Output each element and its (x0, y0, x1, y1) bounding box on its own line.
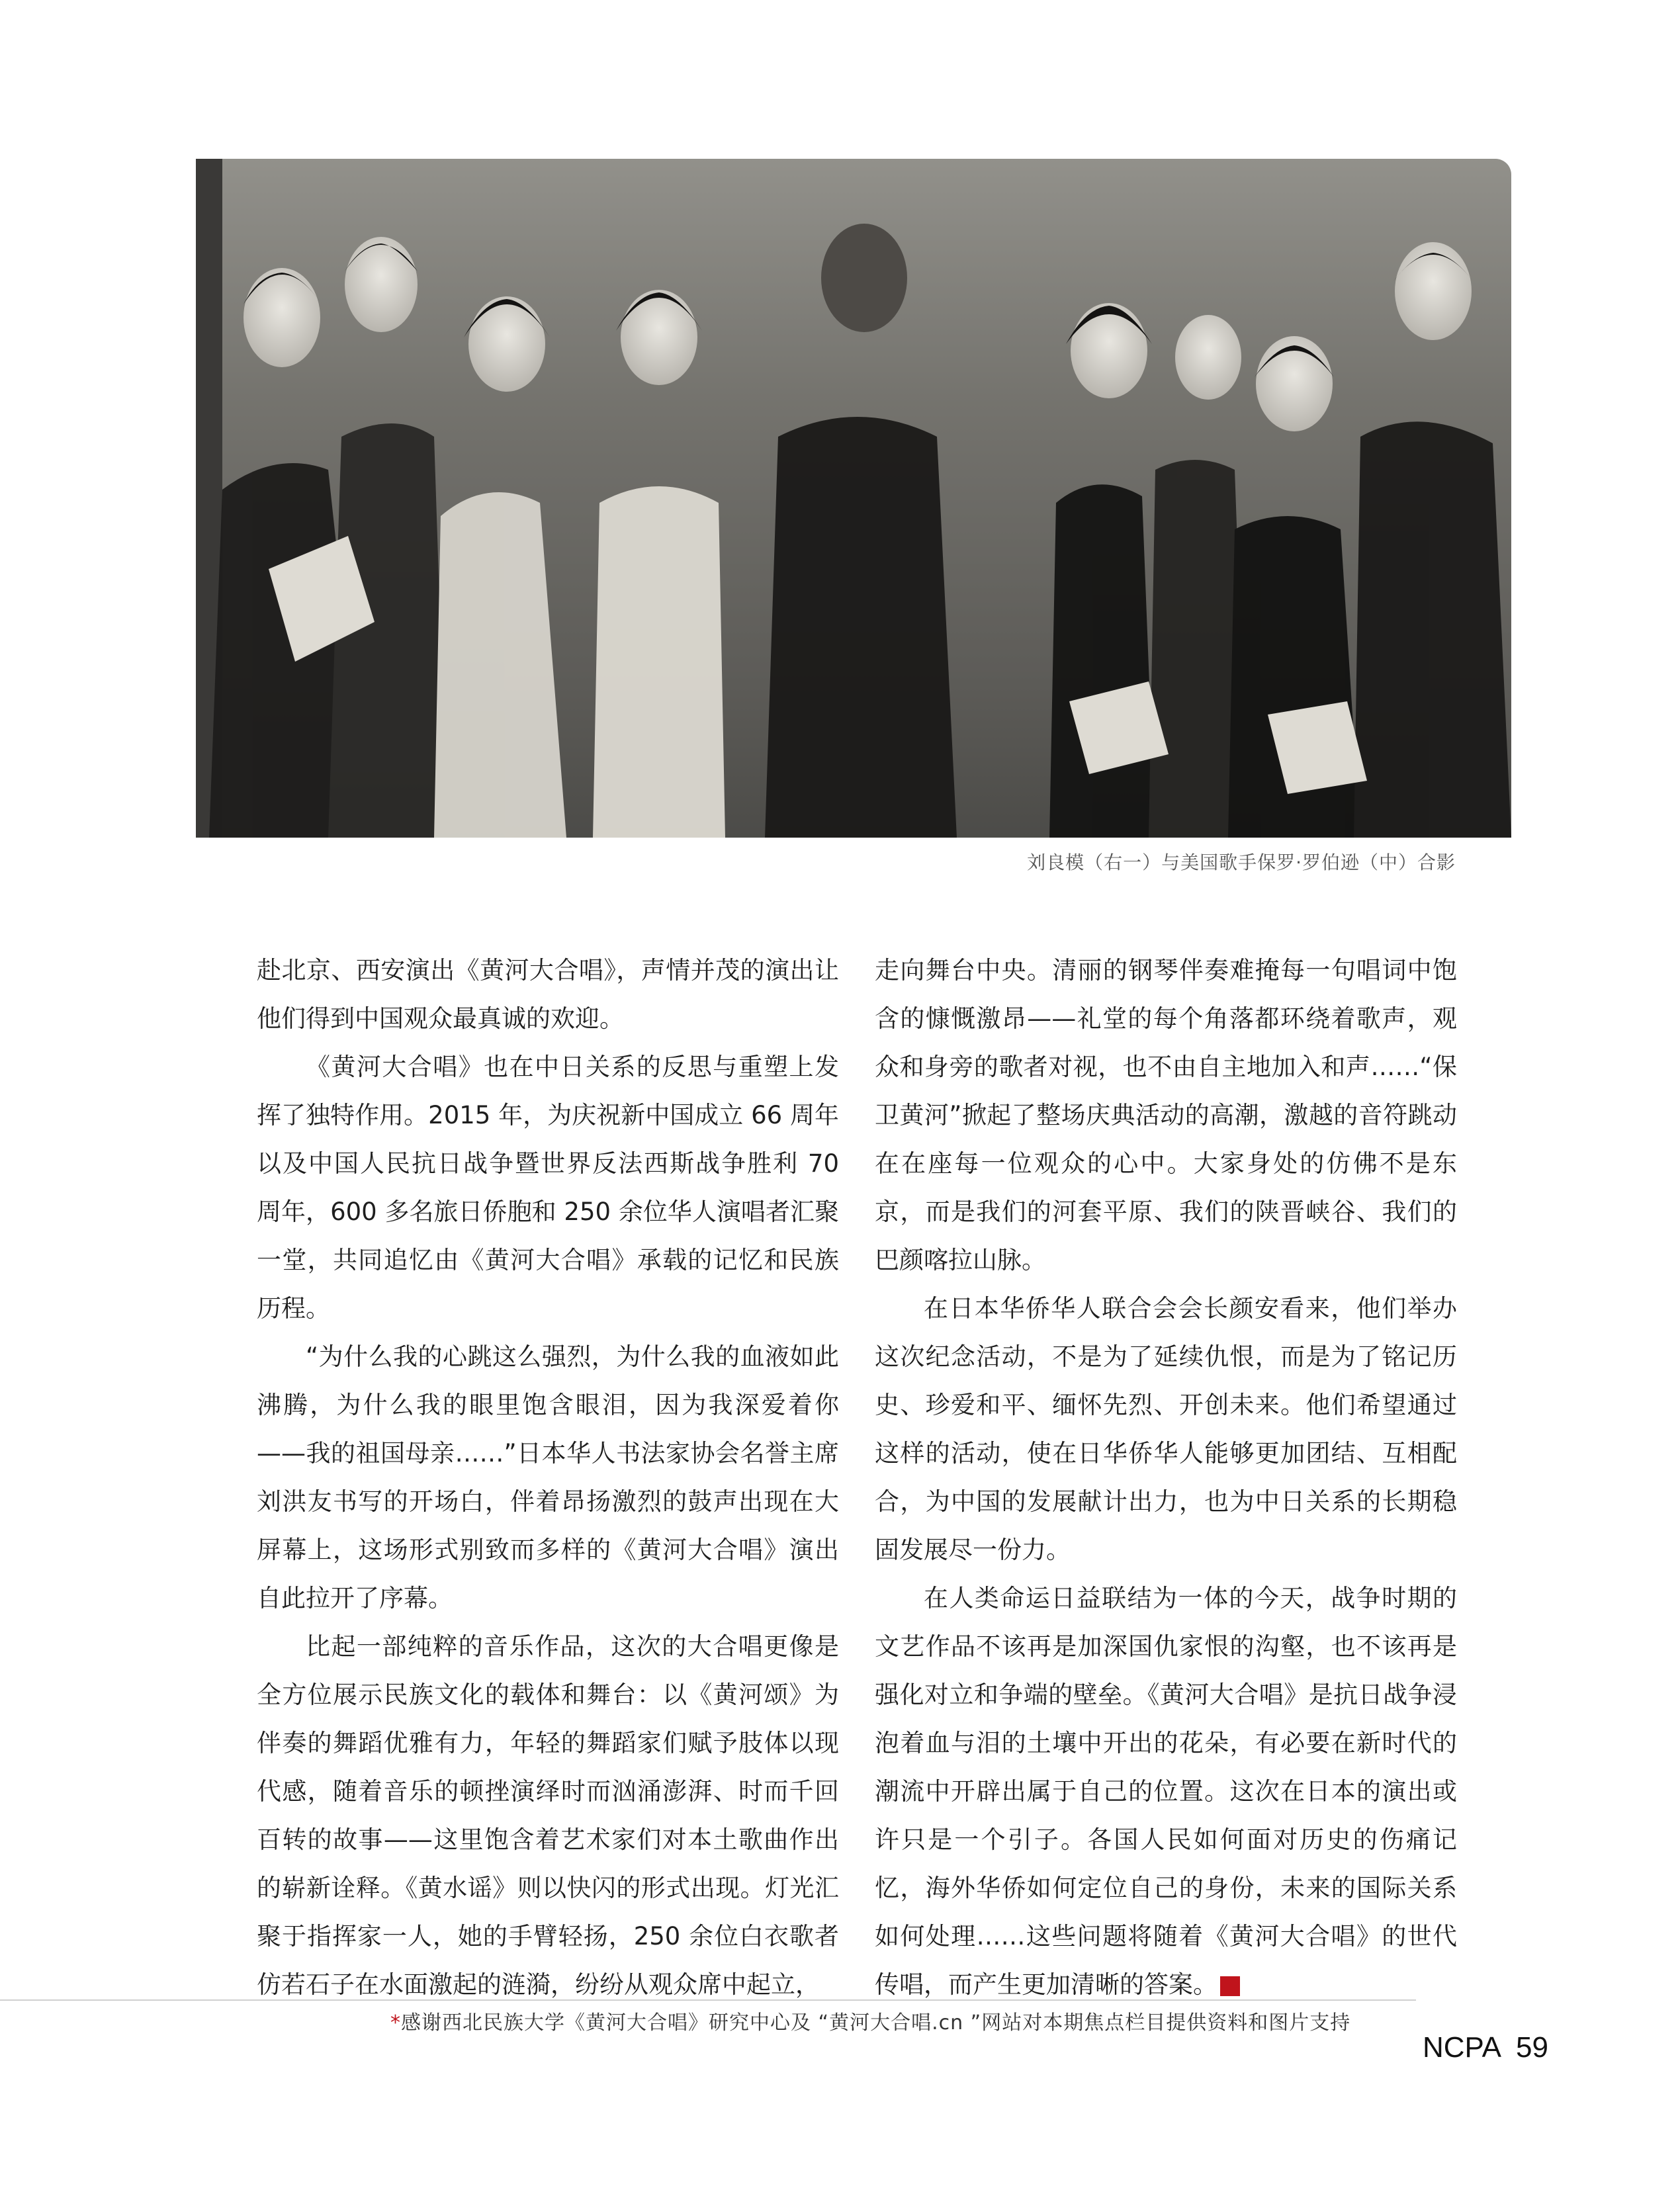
paragraph-final (875, 1574, 1457, 2009)
photo-caption: 刘良模（右一）与美国歌手保罗·罗伯逊（中）合影 (1027, 852, 1456, 873)
paragraph: 走向舞台中央。清丽的钢琴伴奏难掩每一句唱词中饱含的慷慨激昂——礼堂的每个角落都环绕着歌声，观众和身旁的歌者对视，也不由自主地加入和声……“保卫黄河”掀起了整场庆典活动的高潮，激越的音符跳动在在座每一位观众的心中。大家身处的仿佛不是东京，而是我们的河套平原、我们的陕晋峡谷、我们的巴颜喀拉山脉。 (875, 956, 1457, 1274)
page-number: 59 (1515, 2031, 1548, 2064)
folio-brand: NCPA (1423, 2031, 1501, 2064)
group-photo-illustration (196, 159, 1511, 838)
paragraph: 《黄河大合唱》也在中日关系的反思与重塑上发挥了独特作用。2015 年，为庆祝新中国成立 66 周年以及中国人民抗日战争暨世界反法西斯战争胜利 70 周年，600 多名旅日侨胞和 250 余位华人演唱者汇聚一堂，共同追忆由《黄河大合唱》承载的记忆和民族历程。 (257, 1053, 839, 1323)
group-photo (196, 159, 1511, 838)
footnote-text: 感谢西北民族大学《黄河大合唱》研究中心及 “黄河大合唱.cn ”网站对本期焦点栏目提供资料和图片支持 (401, 2011, 1351, 2035)
paragraph: 在日本华侨华人联合会会长颜安看来，他们举办这次纪念活动，不是为了延续仇恨，而是为了铭记历史、珍爱和平、缅怀先烈、开创未来。他们希望通过这样的活动，使在日华侨华人能够更加团结、互相配合，为中国的发展献计出力，也为中日关系的长期稳固发展尽一份力。 (875, 1294, 1457, 1564)
paragraph: “为什么我的心跳这么强烈，为什么我的血液如此沸腾，为什么我的眼里饱含眼泪，因为我深爱着你——我的祖国母亲……”日本华人书法家协会名誉主席刘洪友书写的开场白，伴着昂扬激烈的鼓声出现在大屏幕上，这场形式别致而多样的《黄河大合唱》演出自此拉开了序幕。 (257, 1342, 839, 1612)
paragraph: 赴北京、西安演出《黄河大合唱》，声情并茂的演出让他们得到中国观众最真诚的欢迎。 (257, 956, 839, 1033)
page-folio (1423, 2031, 1548, 2064)
footnote-star: * (390, 2011, 401, 2035)
footnote (390, 2006, 1515, 2035)
paragraph: 比起一部纯粹的音乐作品，这次的大合唱更像是全方位展示民族文化的载体和舞台：以《黄河颂》为伴奏的舞蹈优雅有力，年轻的舞蹈家们赋予肢体以现代感，随着音乐的顿挫演绎时而汹涌澎湃、时而千回百转的故事——这里饱含着艺术家们对本土歌曲作出的崭新诠释。《黄水谣》则以快闪的形式出现。灯光汇聚于指挥家一人，她的手臂轻扬，250 余位白衣歌者仿若石子在水面激起的涟漪，纷纷从观众席中起立， (257, 1632, 839, 1999)
article-column-right (875, 946, 1457, 2009)
end-mark-icon: NCPA (1220, 1976, 1240, 1996)
footnote-divider (0, 1999, 1416, 2001)
paragraph-text: 在人类命运日益联结为一体的今天，战争时期的文艺作品不该再是加深国仇家恨的沟壑，也不该再是强化对立和争端的壁垒。《黄河大合唱》是抗日战争浸泡着血与泪的土壤中开出的花朵，有必要在新时代的潮流中开辟出属于自己的位置。这次在日本的演出或许只是一个引子。各国人民如何面对历史的伤痛记忆，海外华侨如何定位自己的身份，未来的国际关系如何处理……这些问题将随着《黄河大合唱》的世代传唱，而产生更加清晰的答案。 (875, 1584, 1457, 1999)
article-column-left (257, 946, 839, 2009)
